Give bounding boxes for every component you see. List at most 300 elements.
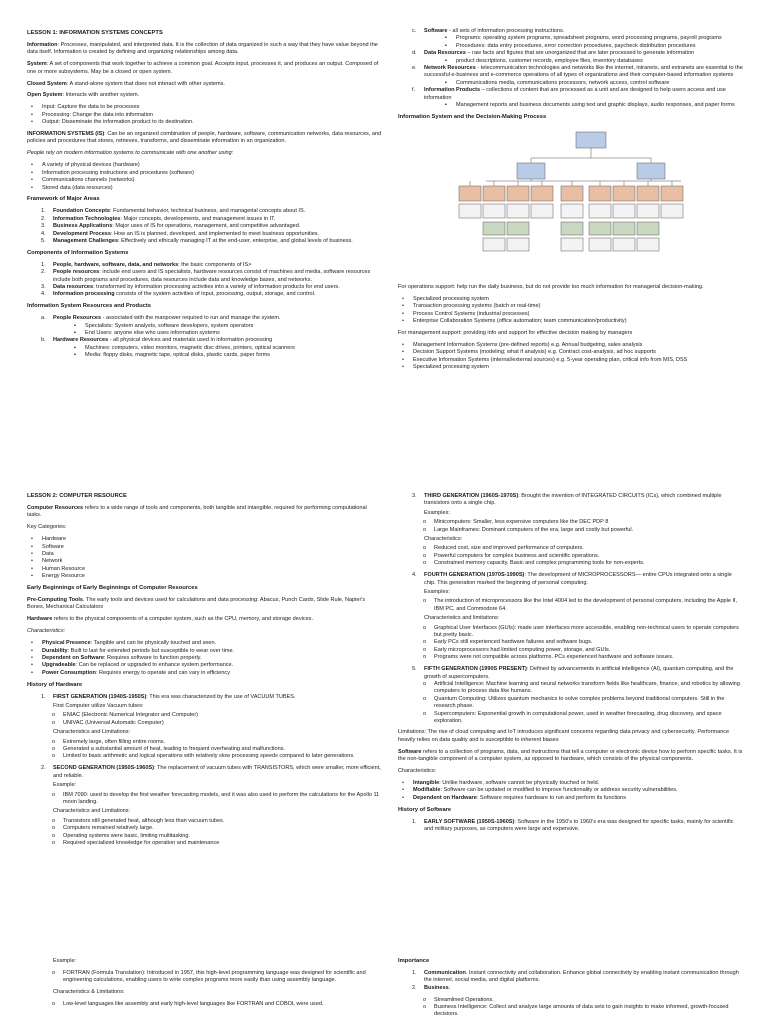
bullet-item (27, 536, 382, 543)
diagram-box-operations-support (517, 163, 545, 179)
bullet-item (398, 296, 743, 303)
item-text: : the basic components of IS> (178, 261, 252, 268)
term: People Resources (53, 315, 102, 322)
paragraph-text: refers to a wide range of tools and components, both tangible and intangible, required for performing computational tasks. (27, 504, 367, 519)
bullet-text: Network (42, 558, 63, 565)
paragraph-text: Key Categories: (27, 524, 67, 531)
sub-item-text: Management reports and business documents using text and graphic displays, audio responses, and paper forms (456, 102, 735, 109)
lesson2-left-column (27, 493, 382, 852)
sub-item-text: End Users: anyone else who uses information systems (85, 330, 220, 336)
sub-item-text: Large Mainframes: Dominant computers of the era, large and costly but powerful. (434, 526, 634, 533)
bullet-text: Energy Resource (42, 573, 85, 580)
term: System (27, 61, 47, 68)
list-marker: 4. (412, 572, 417, 579)
lettered-item (27, 337, 382, 344)
bullet-list (27, 104, 382, 126)
list-marker: 5. (41, 237, 46, 244)
numbered-item (27, 269, 382, 284)
diagram-box-subsystem-description (589, 238, 611, 251)
bullet-text: Input: Capture the data to be processes (42, 104, 140, 111)
sub-list-item (27, 1001, 382, 1008)
sub-list (398, 997, 743, 1019)
term: Intangible (413, 779, 440, 786)
sub-item-text: Limited to basic arithmetic and logical operations with relatively slow processing speeds compared to later generations. (63, 753, 355, 760)
list-marker (423, 545, 426, 552)
bullet-text: Communications channels (networks) (42, 177, 135, 184)
sub-list-item (27, 792, 382, 807)
sub-list-item (27, 840, 382, 847)
numbered-item (398, 985, 743, 992)
sub-list-item (27, 825, 382, 832)
generation-subheading (398, 615, 743, 622)
sub-list-item (398, 654, 743, 661)
item-text: : The development of MICROPROCESSORS— entire CPUs integrated onto a single chip. This generation marked the beginning of personal computing. (424, 572, 732, 586)
lesson1-right-column (398, 28, 743, 376)
sub-list (27, 1001, 382, 1008)
diagram-box-system-type (459, 186, 481, 201)
numbered-item (27, 216, 382, 223)
bullet-item (398, 303, 743, 310)
term: FOURTH GENERATION (1970S-1990S) (424, 572, 525, 579)
paragraph-text: For management support: providing info and support for effective decision making by managers (398, 329, 633, 336)
term: Development Process (53, 230, 111, 237)
numbered-item (27, 238, 382, 245)
sub-list-item (398, 560, 743, 567)
list-marker (402, 357, 404, 364)
bullet-item (27, 566, 382, 573)
diagram-box-subsystem (483, 222, 505, 235)
generation-item (27, 765, 382, 780)
diagram-box-system-type (507, 186, 529, 201)
numbered-list (398, 819, 743, 834)
list-marker (52, 1001, 55, 1008)
sub-list-item (27, 970, 382, 985)
section-heading: Information System and the Decision-Making Process (398, 113, 547, 120)
list-marker (31, 536, 33, 543)
paragraph-text: People rely on modern information systems to communicate with one another using: (27, 150, 234, 157)
list-marker: 4. (41, 230, 46, 237)
term: Information Technologies (53, 215, 121, 222)
generation-block (398, 572, 743, 661)
sub-list-item (398, 681, 743, 696)
term: Physical Presence (42, 640, 91, 647)
list-marker (31, 119, 33, 126)
diagram-box-system-type (483, 186, 505, 201)
bullet-item (27, 655, 382, 662)
sub-item-text: IBM 7090: used to develop the first weather forecasting models, and it was also used to perform the calculations for the Apollo 11 moon landing. (63, 791, 380, 805)
sub-list-item (398, 80, 743, 87)
sub-list-item (398, 58, 743, 65)
list-marker (31, 573, 33, 580)
list-marker (31, 670, 33, 677)
sub-item-text: Constrained memory capacity. Basic and complex programming tools for non-experts. (434, 560, 645, 567)
list-marker (52, 833, 55, 840)
paragraph (398, 330, 743, 337)
bullet-item (27, 551, 382, 558)
item-text: : Defined by advancements in artificial intelligence (AI), quantum computing, and the growth of supercomputers. (424, 666, 734, 680)
list-marker (52, 720, 55, 727)
bullet-item (27, 670, 382, 677)
bullet-text: : Built to last for extended periods but susceptible to wear over time. (67, 647, 235, 654)
list-marker (423, 1004, 426, 1011)
paragraph (27, 150, 382, 157)
list-marker (74, 352, 76, 359)
list-marker (52, 792, 55, 799)
bullet-list (398, 780, 743, 802)
page3-right-column (398, 958, 743, 1023)
list-marker: 3. (41, 223, 46, 230)
list-marker (74, 345, 76, 352)
numbered-item (27, 262, 382, 269)
sub-list-item (27, 746, 382, 753)
list-marker: f. (412, 87, 416, 94)
sub-list (27, 345, 382, 360)
sub-item-text: Required specialized knowledge for operation and maintenance (63, 839, 220, 846)
sub-list-item (27, 330, 382, 337)
sub-list (27, 970, 382, 985)
term: Network Resources (424, 65, 476, 72)
generation-note (398, 729, 743, 744)
bullet-item (27, 119, 382, 126)
bullet-text: : Software requires hardware to run and perform its functions (476, 794, 627, 801)
diagram-box-system-type (613, 186, 635, 201)
paragraph (27, 81, 382, 88)
sub-list-item (398, 519, 743, 526)
subheading-text: Examples: (424, 509, 450, 516)
sub-list-item (398, 43, 743, 50)
bullet-text: Human Resource (42, 565, 86, 572)
sub-item-text: Quantum Computing: Utilizes quantum mechanics to solve complex problems beyond traditional computers. Still in the research phase. (434, 695, 725, 710)
term: FIFTH GENERATION (1990S PRESENT) (424, 666, 527, 673)
term: People resources (53, 269, 100, 276)
section-heading: Framework of Major Areas (27, 196, 100, 203)
list-marker (423, 519, 426, 526)
bullet-list (27, 536, 382, 580)
item-text: . (448, 984, 451, 991)
list-marker (445, 102, 447, 109)
paragraph-text: : Interacts with another system. (62, 92, 140, 99)
subheading-text: Characteristics and Limitations: (53, 808, 131, 815)
term: Information processing (53, 291, 115, 298)
list-marker (445, 80, 447, 87)
list-marker (31, 566, 33, 573)
list-marker: 1. (412, 818, 417, 825)
sub-item-text: Procedures: data entry procedures, error correction procedures, paycheck distribution procedures (456, 42, 696, 49)
bullet-text: : Requires energy to operate and can vary in efficiency (95, 669, 230, 676)
bullet-text: Enterprise Collaboration Systems (office automation; team communication/productivity) (413, 318, 627, 324)
section-heading: Information System Resources and Products (27, 303, 152, 310)
item-text: - associated with the manpower required to run and manage the system. (101, 315, 281, 322)
sub-item-text: Media: floppy disks, magnetic tape, optical disks, plastic cards, paper forms (85, 352, 270, 359)
diagram-box-system-type (561, 186, 583, 201)
list-marker (402, 795, 404, 802)
list-marker (402, 787, 404, 794)
numbered-list (27, 262, 382, 299)
item-text: – raw facts and figures that are unorganized that are later processed to generate information (465, 50, 695, 57)
note-text: Limitations: The rise of cloud computing and IoT introduces significant concerns regarding data privacy and cybersecurity. Performance heavily relies on data quality and is susceptible to inherent biases (398, 729, 730, 743)
sub-list-item (398, 997, 743, 1004)
list-marker: d. (412, 50, 417, 57)
list-marker (31, 640, 33, 647)
sub-list (27, 323, 382, 338)
diagram-box-subsystem-description (637, 238, 659, 251)
list-marker (423, 527, 426, 534)
paragraph-text: : A stand-alone system that does not interact with other systems. (66, 80, 225, 87)
sub-list-item (27, 753, 382, 760)
diagram-box-system-type (589, 186, 611, 201)
sub-list-item (398, 1004, 743, 1019)
list-marker (31, 104, 33, 111)
term: Hardware Resources (53, 337, 109, 344)
generation-block (27, 694, 382, 761)
numbered-list (398, 970, 743, 992)
bullet-text: : Software can be updated or modified to improve functionality or address security vulnerabilities. (440, 787, 678, 794)
sub-list-item (27, 345, 382, 352)
term: Modifiable (413, 787, 441, 794)
list-marker (31, 662, 33, 669)
sub-list-item (398, 35, 743, 42)
diagram-box-system-description (661, 204, 683, 218)
paragraph-text: . The early tools and devices used for calculations and data processing: Abacus, Punch Cards, Slide Rule, Napier's Bones, Mechanical Calculators (27, 596, 366, 611)
list-marker (52, 712, 55, 719)
paragraph-text: Example: (53, 958, 77, 964)
section-heading: History of Software (398, 806, 452, 813)
sub-item-text: Business Intelligence: Collect and analyze large amounts of data sets to gain insights to make informed, growth-focused decisions. (434, 1004, 729, 1018)
diagram-box-information-systems (576, 132, 606, 148)
bullet-text: : Can be replaced or upgraded to enhance system performance. (75, 662, 234, 669)
sub-item-text: The introduction of microprocessors like the Intel 4004 led to the development of personal computers, including the Apple II, IBM PC, and Commodore 64. (434, 598, 738, 612)
item-text: : Major uses of IS for operations, management, and competitive advantaged. (112, 223, 301, 230)
sub-list-item (27, 352, 382, 359)
term: Data resources (53, 283, 94, 290)
generation-subheading (27, 703, 382, 710)
sub-item-text: Generated a substantial amount of heat, leading to frequent overheating and malfunctions. (63, 745, 286, 752)
item-text: - telecommunication technologies and networks like the internet, intranets, and extranets are essential to the successful e-business and e-commerce operations of all types of organizations and their computer-based information systems (424, 65, 743, 79)
list-marker (423, 711, 426, 718)
list-marker: 1. (412, 969, 417, 976)
paragraph (27, 505, 382, 520)
term: Durability (42, 647, 68, 654)
item-text: : Major concepts, developments, and management issues in IT. (120, 215, 276, 222)
term: Business (424, 984, 449, 991)
section-heading: Early Beginnings of Early Beginnings of Computer Resources (27, 585, 198, 592)
term: Dependent on Software (42, 654, 104, 661)
sub-item-text: product descriptions, customer records, employee files, inventory databases (456, 57, 643, 64)
list-marker (423, 997, 426, 1004)
bullet-item (398, 364, 743, 371)
numbered-item (398, 970, 743, 985)
lesson-title: LESSON 1: INFORMATION SYSTEMS CONCEPTS (27, 30, 163, 36)
bullet-text: : Requires software to function properly. (103, 654, 202, 661)
term: Information Products (424, 87, 481, 94)
sub-list (398, 102, 743, 109)
item-text: - all sets of information processing instructions. (447, 28, 565, 34)
bullet-text: Decision Support Systems (modeling; what if analysis) e.g. Contract cost-analysis, ad hoc supports (413, 349, 656, 356)
term: Upgradeable (42, 662, 76, 669)
sub-item-text: Computers remained relatively large. (63, 825, 154, 832)
paragraph-text: : Processes, manipulated, and interpreted data. It is the collection of data organized in such a way that they have value beyond the data itself. Information is created by defining and organizing relationships among data. (27, 41, 378, 56)
list-marker (423, 647, 426, 654)
list-marker: a. (41, 315, 46, 322)
numbered-item (27, 284, 382, 291)
bullet-text: Hardware (42, 536, 67, 543)
term: Management Challenges (53, 237, 119, 244)
lesson2-right-column (398, 493, 743, 838)
list-marker (52, 825, 55, 832)
sub-item-text: Operating systems were basic, limiting multitasking. (63, 832, 191, 839)
item-text: : The replacement of vacuum tubes with TRANSISTORS, which were smaller, more efficient, and reliable. (53, 765, 381, 779)
term: Power Consumption (42, 669, 96, 676)
sub-item-text: Early PCs still experienced hardware failures and software bugs. (434, 639, 593, 646)
paragraph (27, 524, 382, 531)
list-marker (402, 780, 404, 787)
sub-list-item (398, 696, 743, 711)
section-heading: Importance (398, 958, 430, 964)
lettered-item (398, 28, 743, 35)
item-text: : Software in the 1950's to 1960's era was designed for specific tasks, mainly for scientific and military purposes, as computers were large and expensive. (424, 818, 734, 832)
list-marker: b. (41, 337, 46, 344)
term: SECOND GENERATION (1950S-1960S) (53, 765, 155, 772)
subheading-text: Characteristics and limitations: (424, 615, 500, 622)
diagram-box-subsystem (589, 222, 611, 235)
lesson1-left-column (27, 30, 382, 364)
list-marker (423, 625, 426, 632)
generation-item (27, 694, 382, 701)
paragraph-text: Characteristics & Limitations: (53, 989, 125, 996)
paragraph (27, 597, 382, 612)
bullet-list (398, 342, 743, 372)
diagram-box-subsystem-description (561, 238, 583, 251)
bullet-text: Specialized processing system (413, 364, 489, 371)
list-marker (52, 840, 55, 847)
sub-item-text: Extremely large, often filling entire rooms. (63, 738, 166, 745)
list-marker (402, 318, 404, 325)
list-marker: 1. (41, 693, 46, 700)
sub-item-text: ENIAC (Electronic Numerical Integrator and Computer) (63, 712, 199, 719)
sub-item-text: UNIVAC (Universal Automatic Computer) (63, 719, 164, 726)
bullet-item (398, 795, 743, 802)
item-text: – collections of content that are processed as a unit and are designed to help users access and use information (424, 87, 726, 101)
diagram-box-subsystem-description (483, 238, 505, 251)
numbered-item (27, 223, 382, 230)
paragraph (27, 42, 382, 57)
sub-item-text: Low-level languages like assembly and early high-level languages like FORTRAN and COBOL were used. (63, 1001, 324, 1008)
list-marker: 3. (41, 283, 46, 290)
item-text: . Instant connectivity and collaboration. Enhance global connectivity by enabling instant communication through the internet, social media, and digital platforms. (424, 969, 739, 984)
bullet-item (27, 112, 382, 119)
generation-block (27, 765, 382, 847)
list-marker (445, 35, 447, 42)
item-text: : include end users and IS specialists, hardware resources consist of machines and media, software resources include both programs and procedures, data resources include data and knowledge bases, and networks. (53, 269, 371, 283)
paragraph (27, 61, 382, 76)
generation-subheading (27, 729, 382, 736)
diagram-box-subsystem (637, 222, 659, 235)
sub-list-item (398, 625, 743, 640)
sub-item-text: Programs: operating system programs, spreadsheet programs, word processing programs, payroll programs (456, 35, 722, 42)
term: EARLY SOFTWARE (1950S-1960S) (424, 818, 515, 825)
paragraph (398, 284, 743, 291)
generation-subheading (27, 782, 382, 789)
item-text: - all physical devices and materials used in information processing (108, 337, 273, 344)
paragraph (27, 616, 382, 623)
bullet-text: Processing: Change the data into information (42, 111, 154, 118)
paragraph (27, 628, 382, 635)
lettered-list (398, 28, 743, 109)
bullet-item (27, 185, 382, 192)
list-marker (52, 818, 55, 825)
sub-list-item (27, 720, 382, 727)
bullet-list (27, 640, 382, 677)
term: Computer Resources (27, 504, 84, 511)
sub-item-text: Specialists: System analysts, software developers, system operators (85, 322, 254, 329)
subheading-text: Characteristics and Limitations: (53, 729, 131, 736)
list-marker (31, 112, 33, 119)
list-marker: 1. (41, 261, 46, 268)
bullet-item (27, 662, 382, 669)
paragraph (27, 92, 382, 99)
sub-item-text: Transistors still generated heat, although less than vacuum tubes. (63, 817, 225, 824)
bullet-text: Software (42, 543, 64, 550)
numbered-item (27, 208, 382, 215)
list-marker: 2. (41, 269, 46, 276)
bullet-text: Stored data (data resources) (42, 184, 113, 191)
bullet-text: Information processing instructions and procedures (software) (42, 169, 194, 176)
lettered-item (398, 87, 743, 102)
sub-list-item (398, 545, 743, 552)
list-marker: 3. (412, 493, 417, 499)
sub-item-text: Supercomputers: Exponential growth in computational power, used in weather forecasting, drug discovery, and space exploration. (434, 710, 722, 724)
list-marker (402, 349, 404, 356)
sub-item-text: Machines: computers, video monitors, magnetic disc drives, printers, optical scanners (85, 344, 295, 351)
sub-list-item (27, 818, 382, 825)
paragraph-text: refers to a collection of programs, data, and instructions that tell a computer or electronic device how to perform specific tasks. It is the non-tangible component of a computer system, as opposed to hardware, which consists of the physical components. (398, 748, 743, 763)
bullet-text: Process Control Systems (industrial processes) (413, 310, 530, 317)
term: Dependent on Hardware (413, 794, 477, 801)
term: Information (27, 41, 58, 48)
bullet-item (27, 640, 382, 647)
paragraph-text: Characteristics: (398, 768, 437, 774)
subheading-text: Example: (53, 782, 77, 789)
is-decision-making-diagram (451, 126, 691, 276)
diagram-box-system-description (507, 204, 529, 218)
paragraph-text: refers to the physical components of a computer system, such as the CPU, memory, and storage devices. (52, 616, 313, 623)
numbered-list (27, 208, 382, 245)
bullet-text: Management Information Systems (pre-defined reports) e.g. Annual budgeting, sales analysis (413, 341, 643, 348)
item-text: consists of the system activities of input, processing, output, storage, and control. (114, 291, 316, 298)
list-marker (74, 323, 76, 330)
bullet-item (27, 177, 382, 184)
diagram-box-system-description (613, 204, 635, 218)
list-marker (31, 558, 33, 565)
list-marker (402, 296, 404, 303)
bullet-text: Transaction processing systems (batch or real-time) (413, 303, 541, 310)
bullet-item (398, 357, 743, 364)
sub-list-item (27, 833, 382, 840)
term: Hardware (27, 616, 53, 623)
sub-list-item (398, 598, 743, 613)
list-marker (402, 342, 404, 349)
diagram-box-system-description (589, 204, 611, 218)
sub-list (398, 35, 743, 50)
paragraph (398, 768, 743, 775)
lettered-item (398, 65, 743, 80)
sub-item-text: Powerful computers for complex business and scientific operations. (434, 552, 600, 559)
list-marker (445, 43, 447, 50)
term: FIRST GENERATION (1940S-1950S) (53, 693, 147, 700)
sub-item-text: FORTRAN (Formula Translation): Introduced in 1957, this high-level programming language was designed for scientific and engineering calculations, enabling users to write complex programs more easily than using assembly language. (63, 969, 366, 984)
term: Business Applications (53, 223, 113, 230)
bullet-item (27, 573, 382, 580)
